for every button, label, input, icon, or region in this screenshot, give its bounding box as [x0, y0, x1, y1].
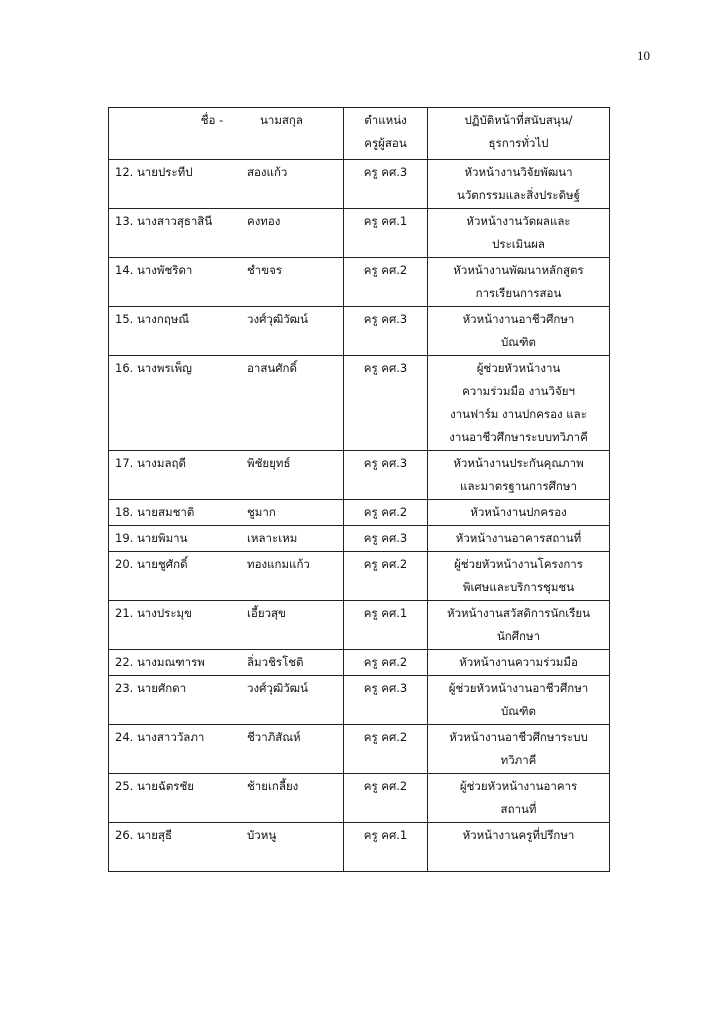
header-position [344, 108, 428, 160]
staff-duty-line: หัวหน้างานอาชีวศึกษา [462, 312, 575, 326]
staff-duty-line: หัวหน้างานประกันคุณภาพ [453, 456, 584, 470]
staff-position: ครู คศ.3 [344, 451, 428, 500]
staff-first-name: 19. นายพิมาน [115, 531, 188, 545]
staff-position: ครู คศ.1 [344, 209, 428, 258]
staff-name-cell [109, 258, 344, 307]
staff-duty [428, 209, 610, 258]
staff-last-name: ลิ่มวชิรโชติ [247, 655, 304, 669]
staff-position: ครู คศ.3 [344, 160, 428, 209]
staff-first-name: 20. นายชูศักดิ์ [115, 557, 188, 571]
staff-duty-line: นวัตกรรมและสิ่งประดิษฐ์ [456, 188, 580, 202]
staff-last-name: พิชัยยุทธ์ [247, 456, 291, 470]
staff-duty-line: สถานที่ [500, 802, 537, 816]
staff-duty-line: หัวหน้างานวิจัยพัฒนา [464, 165, 573, 179]
staff-duty [428, 601, 610, 650]
staff-last-name: เหลาะเหม [247, 531, 298, 545]
header-duty [428, 108, 610, 160]
staff-last-name: เอี้ยวสุข [247, 606, 286, 620]
header-last-name: นามสกุล [260, 113, 303, 127]
staff-duty [428, 307, 610, 356]
staff-first-name: 17. นางมลฤดี [115, 456, 186, 470]
table-row [109, 774, 610, 823]
table-header-row [109, 108, 610, 160]
staff-duty-line: นักศึกษา [496, 629, 541, 643]
staff-name-cell [109, 601, 344, 650]
header-duty-line: ธุรการทั่วไป [488, 136, 549, 150]
staff-duty-line: บัณฑิต [501, 704, 536, 718]
staff-duty-line: ผู้ช่วยหัวหน้างานอาชีวศึกษา [448, 681, 589, 695]
staff-duty [428, 526, 610, 552]
staff-duty [428, 823, 610, 872]
staff-duty-line: หัวหน้างานอาชีวศึกษาระบบ [449, 730, 588, 744]
staff-duty-line: ผู้ช่วยหัวหน้างาน [476, 361, 561, 375]
staff-duty-line: ความร่วมมือ งานวิจัยฯ [462, 384, 575, 398]
staff-position: ครู คศ.1 [344, 601, 428, 650]
header-duty-line: ปฏิบัติหน้าที่สนับสนุน/ [464, 113, 573, 127]
staff-duty-line: งานอาชีวศึกษาระบบทวิภาคี [449, 430, 588, 444]
staff-last-name: อาสนศักดิ์ [247, 361, 297, 375]
staff-first-name: 12. นายประทีป [115, 165, 193, 179]
staff-duty [428, 774, 610, 823]
staff-duty-line: ผู้ช่วยหัวหน้างานอาคาร [459, 779, 578, 793]
staff-name-cell [109, 451, 344, 500]
staff-duty-line: หัวหน้างานสวัสดิการนักเรียน [447, 606, 590, 620]
staff-duty [428, 676, 610, 725]
staff-position: ครู คศ.2 [344, 774, 428, 823]
staff-duty-line: บัณฑิต [501, 335, 536, 349]
staff-position: ครู คศ.2 [344, 500, 428, 526]
staff-duty-line: หัวหน้างานความร่วมมือ [459, 655, 578, 669]
table-row [109, 725, 610, 774]
staff-duty-line: หัวหน้างานพัฒนาหลักสูตร [453, 263, 584, 277]
staff-position: ครู คศ.3 [344, 356, 428, 451]
staff-first-name: 16. นางพรเพ็ญ [115, 361, 192, 375]
table-row [109, 258, 610, 307]
staff-duty [428, 725, 610, 774]
staff-duty [428, 356, 610, 451]
staff-name-cell [109, 500, 344, 526]
staff-duty-table [108, 107, 610, 872]
table-row [109, 209, 610, 258]
staff-last-name: ชำขจร [247, 263, 283, 277]
staff-last-name: ทองแกมแก้ว [247, 557, 310, 571]
staff-duty-line: หัวหน้างานอาคารสถานที่ [455, 531, 582, 545]
staff-duty-line: หัวหน้างานปกครอง [470, 505, 567, 519]
staff-duty [428, 258, 610, 307]
staff-position: ครู คศ.2 [344, 725, 428, 774]
staff-duty-line: หัวหน้างานครูที่ปรึกษา [462, 828, 575, 842]
staff-first-name: 25. นายฉัตรชัย [115, 779, 195, 793]
staff-name-cell [109, 209, 344, 258]
staff-name-cell [109, 823, 344, 872]
table-row [109, 307, 610, 356]
staff-name-cell [109, 356, 344, 451]
staff-position: ครู คศ.3 [344, 307, 428, 356]
staff-position: ครู คศ.2 [344, 650, 428, 676]
staff-name-cell [109, 725, 344, 774]
staff-first-name: 26. นายสุธี [115, 828, 173, 842]
staff-position: ครู คศ.2 [344, 258, 428, 307]
staff-last-name: ช้ายเกลี้ยง [247, 779, 299, 793]
header-position-line: ตำแหน่ง [364, 113, 407, 127]
staff-name-cell [109, 650, 344, 676]
staff-first-name: 13. นางสาวสุธาสินี [115, 214, 213, 228]
staff-duty [428, 552, 610, 601]
staff-duty [428, 650, 610, 676]
staff-last-name: วงศ์วุฒิวัฒน์ [247, 681, 308, 695]
table-row [109, 526, 610, 552]
staff-duty-line: ผู้ช่วยหัวหน้างานโครงการ [454, 557, 583, 571]
staff-last-name: คงทอง [247, 214, 281, 228]
staff-name-cell [109, 676, 344, 725]
staff-duty-line [434, 847, 603, 870]
staff-position: ครู คศ.3 [344, 526, 428, 552]
staff-duty [428, 160, 610, 209]
page-number: 10 [637, 48, 650, 63]
staff-first-name: 18. นายสมชาติ [115, 505, 195, 519]
staff-name-cell [109, 774, 344, 823]
staff-name-cell [109, 552, 344, 601]
staff-position: ครู คศ.1 [344, 823, 428, 872]
table-row [109, 823, 610, 872]
table-row [109, 500, 610, 526]
staff-last-name: สองแก้ว [247, 165, 288, 179]
staff-first-name: 24. นางสาววัลภา [115, 730, 205, 744]
staff-first-name: 14. นางพัชริดา [115, 263, 193, 277]
header-name [109, 108, 344, 160]
staff-last-name: ชีวาภิสัณห์ [247, 730, 301, 744]
table-row [109, 451, 610, 500]
staff-duty-line: หัวหน้างานวัดผลและ [466, 214, 571, 228]
staff-duty [428, 451, 610, 500]
staff-first-name: 23. นายศักดา [115, 681, 187, 695]
staff-last-name: ชูมาก [247, 505, 276, 519]
staff-first-name: 15. นางกฤษณี [115, 312, 190, 326]
header-first-name: ชื่อ - [200, 113, 224, 127]
table-row [109, 601, 610, 650]
staff-last-name: วงศ์วุฒิวัฒน์ [247, 312, 308, 326]
staff-position: ครู คศ.2 [344, 552, 428, 601]
staff-name-cell [109, 307, 344, 356]
staff-first-name: 22. นางมณฑารพ [115, 655, 205, 669]
header-position-line: ครูผู้สอน [364, 136, 407, 150]
table-row [109, 160, 610, 209]
staff-duty-line: และมาตรฐานการศึกษา [460, 479, 577, 493]
table-row [109, 356, 610, 451]
table-row [109, 676, 610, 725]
table-row [109, 552, 610, 601]
staff-duty-line: ทวิภาคี [500, 753, 537, 767]
staff-duty-line: งานฟาร์ม งานปกครอง และ [450, 407, 587, 421]
staff-name-cell [109, 160, 344, 209]
staff-first-name: 21. นางประมุข [115, 606, 192, 620]
staff-last-name: บัวหนู [247, 828, 277, 842]
staff-duty-line: การเรียนการสอน [475, 286, 562, 300]
staff-name-cell [109, 526, 344, 552]
staff-position: ครู คศ.3 [344, 676, 428, 725]
table-row [109, 650, 610, 676]
staff-duty [428, 500, 610, 526]
staff-duty-line: พิเศษและบริการชุมชน [462, 580, 575, 594]
staff-duty-line: ประเมินผล [492, 237, 545, 251]
